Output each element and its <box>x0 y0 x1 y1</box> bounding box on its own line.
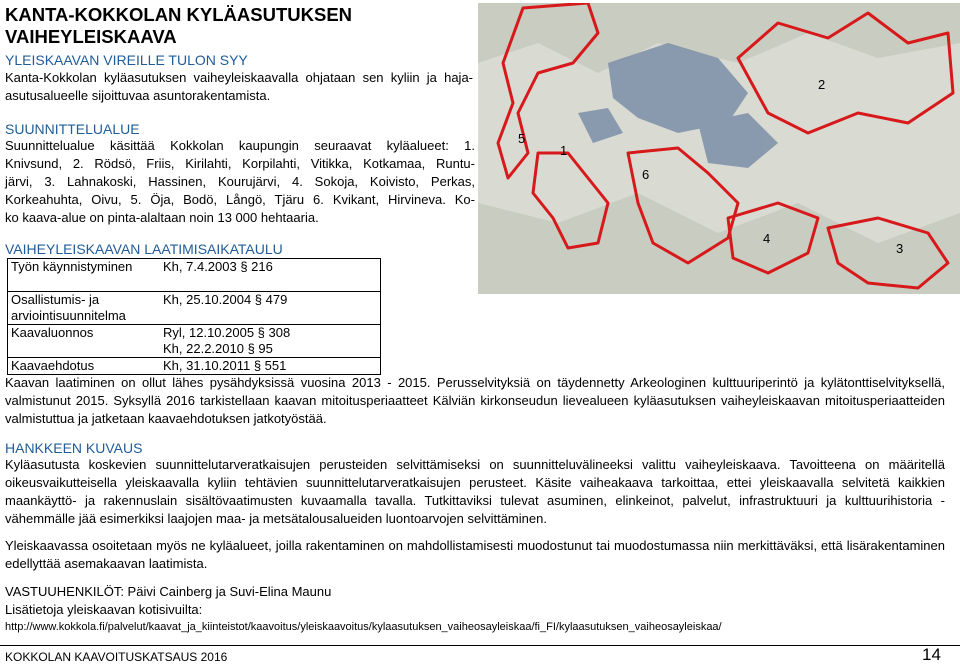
schedule-date: Kh, 7.4.2003 § 216 <box>163 259 273 274</box>
schedule-note: Kaavan laatiminen on ollut lähes pysähdyksissä vuosina 2013 - 2015. Perusselvityksiä on täydennetty Arkeologinen kulttuuriperintö ja kylätonttiselvityksellä, valmistunut 2015. Syksyllä 2016 tarkistellaan kaavan mitoitusperiaatteet Kälviän kirkonseudun lievealueen kyläasutuksen vaiheyleiskaavan mitoitusperiaatteiden valmistuttua ja jatketaan kaavaehdotuksen jatkotyöstää. <box>5 375 945 426</box>
homepage-link[interactable]: http://www.kokkola.fi/palvelut/kaavat_ja_kiinteistot/kaavoitus/yleiskaavoitus/kylaasutuksen_vaiheosayleiskaa/fi_FI/kylaasutuksen_vaiheosayleiskaa/ <box>5 621 722 633</box>
footer-divider <box>0 645 960 646</box>
schedule-heading: VAIHEYLEISKAAVAN LAATIMISAIKATAULU <box>5 241 283 257</box>
map-label-1: 1 <box>560 143 568 158</box>
intro-heading: YLEISKAAVAN VIREILLE TULON SYY <box>5 52 248 68</box>
map-label-5: 5 <box>518 131 526 146</box>
schedule-date: Kh, 25.10.2004 § 479 <box>163 292 288 307</box>
map-label-3: 3 <box>896 241 904 256</box>
project-heading: HANKKEEN KUVAUS <box>5 440 143 456</box>
contact-persons: VASTUUHENKILÖT: Päivi Cainberg ja Suvi-Elina Maunu <box>5 584 332 599</box>
schedule-step: Kaavaluonnos <box>11 325 94 340</box>
planning-area-heading: SUUNNITTELUALUE <box>5 121 140 137</box>
footer-title: KOKKOLAN KAAVOITUSKATSAUS 2016 <box>5 650 228 664</box>
planning-area-line: Korkeahuhta, Oivu, 5. Öja, Bodö, Långö, Tjäru 6. Kvikant, Hirvineva. Ko- <box>5 192 475 207</box>
schedule-step: Kaavaehdotus <box>11 358 95 373</box>
schedule-row <box>8 325 380 358</box>
project-paragraph-2: Yleiskaavassa osoitetaan myös ne kyläalueet, joilla rakentaminen on mahdollistamisesti muodostunut tai muodostumassa niin merkittäväksi, että lisärakentaminen edellyttää asemakaavan laatimista. <box>5 538 945 571</box>
schedule-step: Työn käynnistyminen <box>11 259 133 274</box>
project-paragraph-1: Kyläasutusta koskevien suunnittelutarveratkaisujen perusteiden selvittämiseksi on suunnitteluvälineeksi valittu vaiheyleiskaava. Tavoitteena on määritellä oikeusvaikutteisella yleiskaavalla kyliin tehtävien suunnittelutarveratkaisujen perusteet. Käsite vaiheakaava tarkoittaa, ettei yleiskaavalla selvitetä kaikkien maankäyttö- ja rakennuslain sisältövaatimusten kuvaamalla tavalla. Tutkittaviksi tulevat asuminen, elinkeinot, palvelut, infrastruktuuri ja kulttuurihistoria - vähemmälle jää esimerkiksi laajojen maa- ja metsätalousalueiden luontoarvojen selvittäminen. <box>5 457 945 526</box>
planning-area-map <box>478 3 960 294</box>
planning-area-line: järvi, 3. Lahnakoski, Hassinen, Kourujärvi, 4. Sokoja, Koivisto, Perkas, <box>5 174 475 189</box>
schedule-row <box>8 259 380 292</box>
planning-area-text <box>5 137 475 227</box>
page-title: KANTA-KOKKOLAN KYLÄASUTUKSEN VAIHEYLEISKAAVA <box>5 4 353 47</box>
homepage-label: Lisätietoja yleiskaavan kotisivuilta: <box>5 602 203 617</box>
schedule-date: Kh, 31.10.2011 § 551 <box>163 358 287 373</box>
map-label-2: 2 <box>818 77 826 92</box>
intro-text: Kanta-Kokkolan kyläasutuksen vaiheyleiskaavalla ohjataan sen kyliin ja haja-asutusalueelle sijoittuvaa asuntorakentamista. <box>5 70 473 103</box>
schedule-row <box>8 358 380 374</box>
planning-area-line: Suunnittelualue käsittää Kokkolan kaupungin seuraavat kyläalueet: 1. <box>5 138 475 153</box>
schedule-step: Osallistumis- ja arviointisuunnitelma <box>11 292 126 323</box>
map-label-4: 4 <box>763 231 771 246</box>
schedule-table <box>7 258 381 375</box>
schedule-date: Ryl, 12.10.2005 § 308 Kh, 22.2.2010 § 95 <box>163 325 291 356</box>
page-number: 14 <box>922 645 941 664</box>
schedule-row <box>8 292 380 325</box>
planning-area-line: Knivsund, 2. Rödsö, Friis, Kirilahti, Korpilahti, Vitikka, Kotkamaa, Runtu- <box>5 156 475 171</box>
planning-area-line: ko kaava-alue on pinta-alaltaan noin 13 000 hehtaaria. <box>5 210 319 225</box>
map-label-6: 6 <box>642 167 650 182</box>
